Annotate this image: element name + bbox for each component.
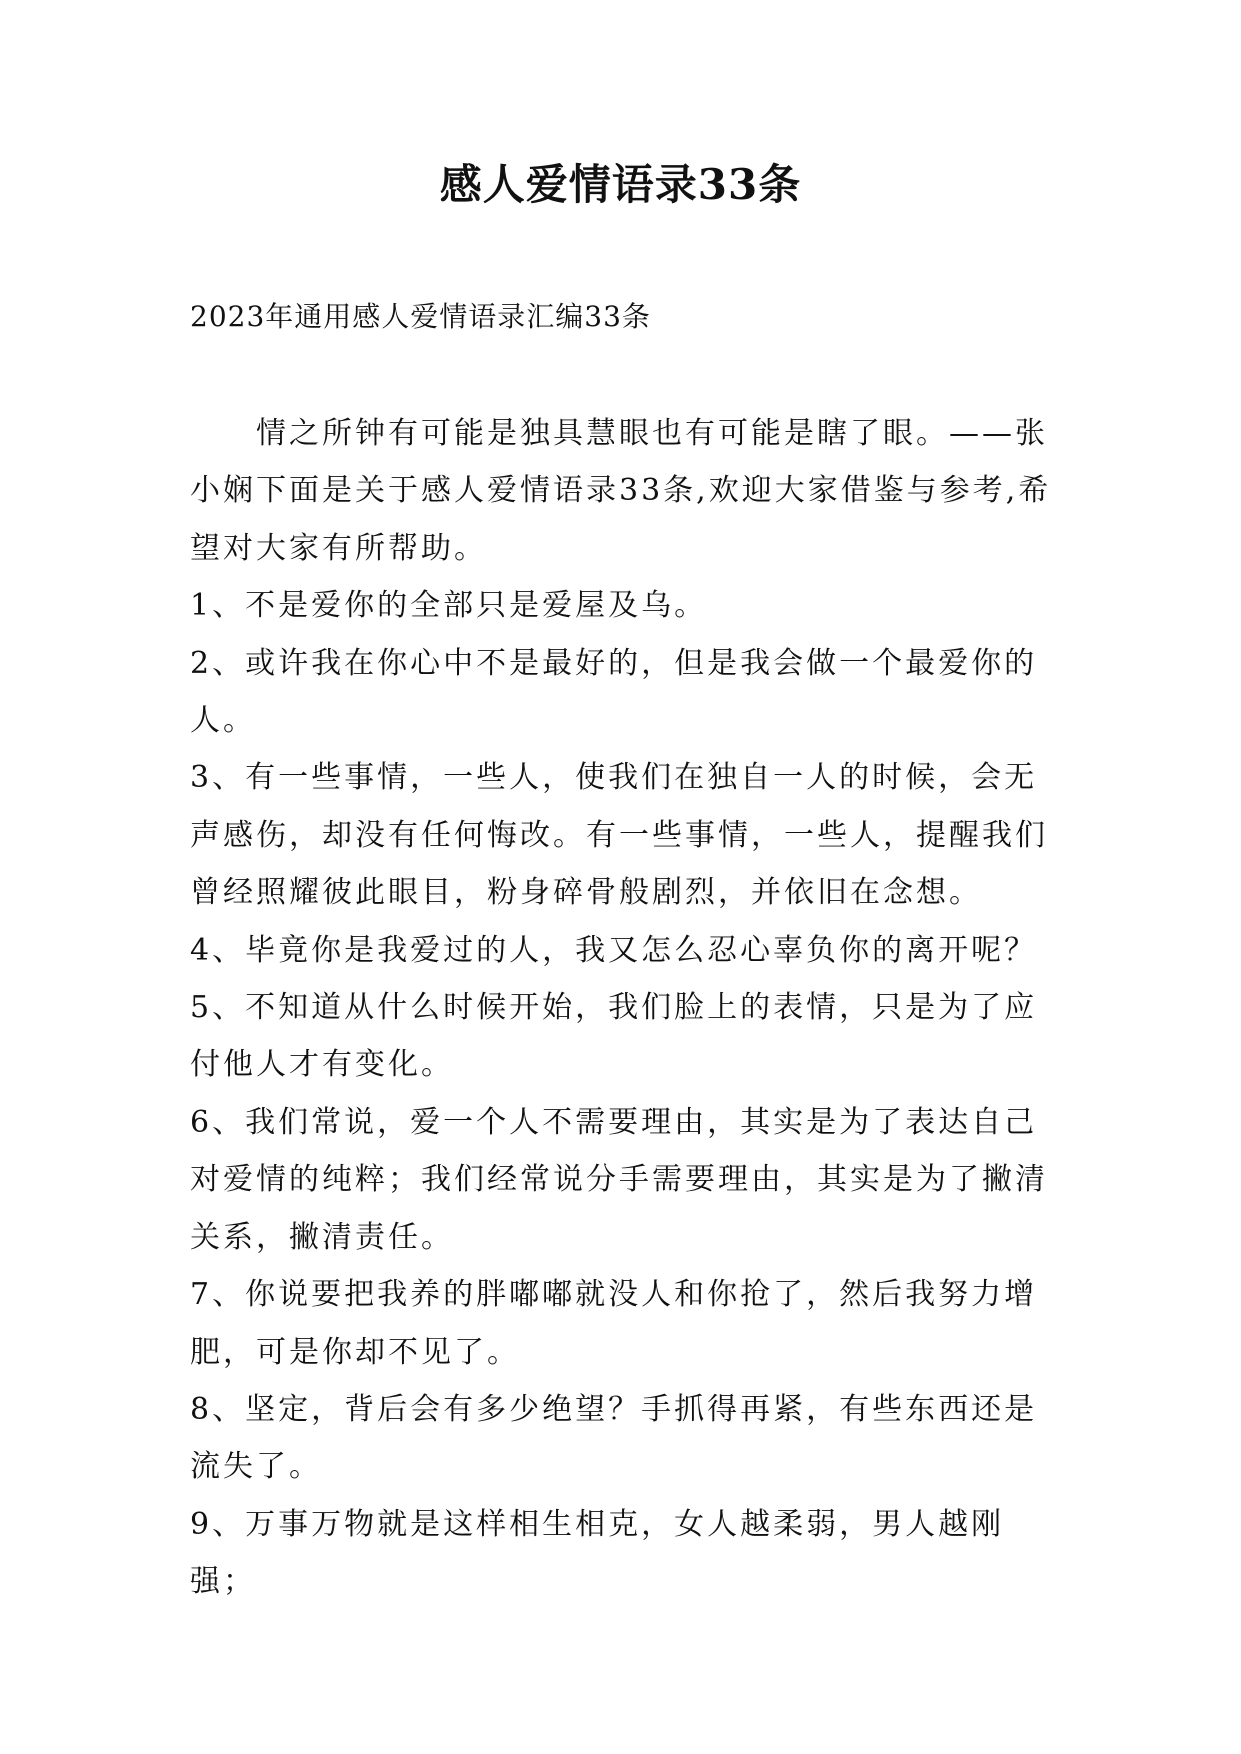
quote-item-7: 7、你说要把我养的胖嘟嘟就没人和你抢了，然后我努力增肥，可是你却不见了。 [190, 1277, 1038, 1370]
quote-item-1: 1、不是爱你的全部只是爱屋及乌。 [190, 588, 708, 624]
quote-item-8: 8、坚定，背后会有多少绝望？手抓得再紧，有些东西还是流失了。 [190, 1391, 1038, 1485]
quote-item-2: 2、或许我在你心中不是最好的，但是我会做一个最爱你的人。 [190, 645, 1038, 739]
document-body [190, 405, 1060, 1611]
document-title: 感人爱情语录33条 [439, 160, 802, 209]
quote-item-6: 6、我们常说，爱一个人不需要理由，其实是为了表达自己对爱情的纯粹；我们经常说分手需要理由，其实是为了撇清关系，撇清责任。 [190, 1104, 1048, 1255]
quote-item-5: 5、不知道从什么时候开始，我们脸上的表情，只是为了应付他人才有变化。 [190, 990, 1038, 1083]
document-subtitle: 2023年通用感人爱情语录汇编33条 [190, 300, 651, 333]
quote-item-3: 3、有一些事情，一些人，使我们在独自一人的时候，会无声感伤，却没有任何悔改。有一些事情，一些人，提醒我们曾经照耀彼此眼目，粉身碎骨般剧烈，并依旧在念想。 [190, 760, 1048, 911]
intro-paragraph: 情之所钟有可能是独具慧眼也有可能是瞎了眼。——张小娴下面是关于感人爱情语录33条,欢迎大家借鉴与参考,希望对大家有所帮助。 [190, 416, 1052, 566]
quote-item-4: 4、毕竟你是我爱过的人，我又怎么忍心辜负你的离开呢？ [190, 932, 1038, 968]
quote-item-9: 9、万事万物就是这样相生相克，女人越柔弱，男人越刚强； [190, 1506, 1005, 1600]
